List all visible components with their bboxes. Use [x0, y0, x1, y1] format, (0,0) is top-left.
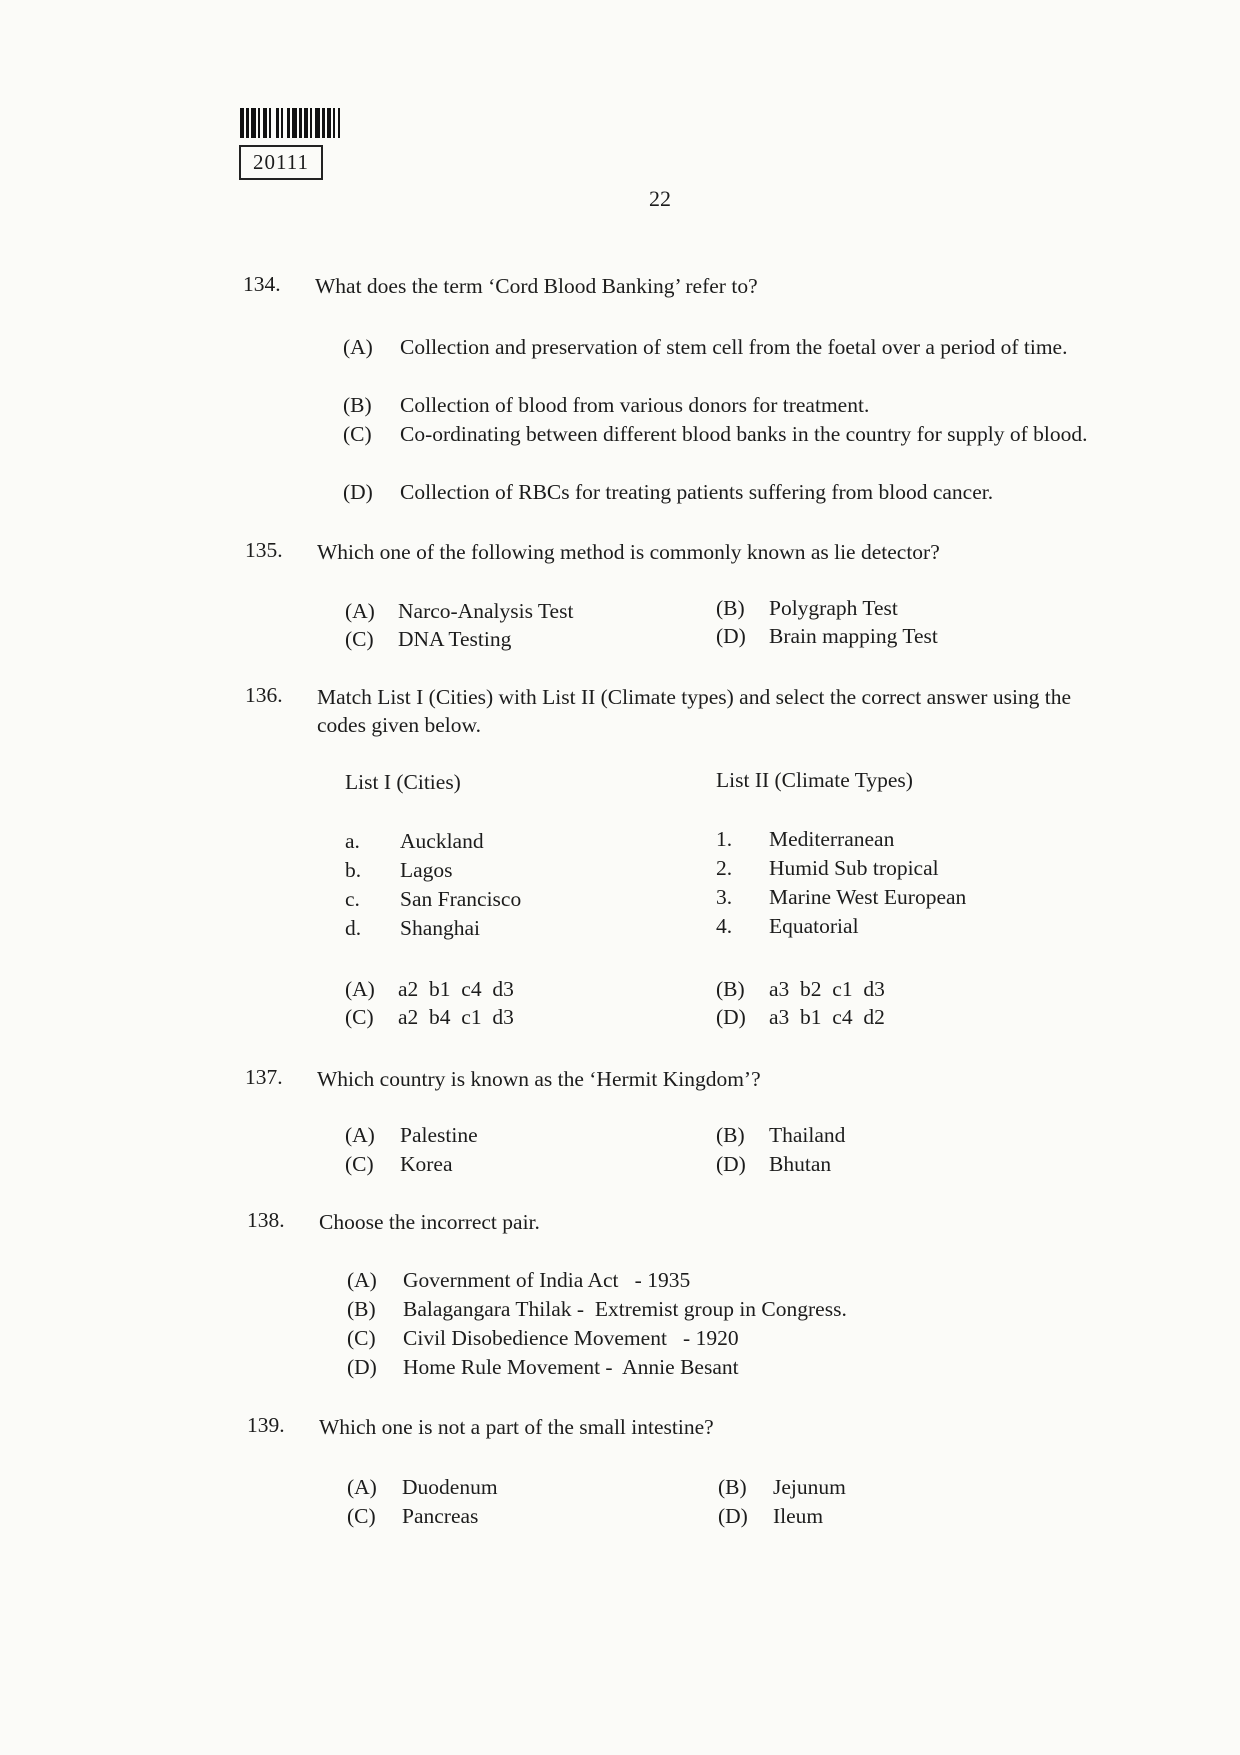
barcode	[240, 108, 395, 138]
option-text: Brain mapping Test	[769, 624, 938, 648]
list-value: Mediterranean	[769, 827, 895, 851]
list-key: c.	[345, 887, 360, 911]
option-label: (A)	[343, 335, 373, 359]
option-text: Korea	[400, 1152, 453, 1176]
list1-heading: List I (Cities)	[345, 770, 461, 794]
option-text: Jejunum	[773, 1475, 846, 1499]
list-key: b.	[345, 858, 362, 882]
option-text: Ileum	[773, 1504, 824, 1528]
option-label: (C)	[345, 1005, 374, 1029]
option-label: (D)	[718, 1504, 748, 1528]
option-text: Civil Disobedience Movement - 1920	[403, 1326, 739, 1350]
list-value: Shanghai	[400, 916, 481, 940]
question-text: Match List I (Cities) with List II (Climate types) and select the correct answer using the codes given below.	[317, 685, 1072, 737]
option-label: (C)	[345, 1152, 374, 1176]
list-key: 1.	[716, 827, 733, 851]
barcode-bar	[340, 108, 344, 138]
option-label: (C)	[347, 1326, 376, 1350]
option-text: Thailand	[769, 1123, 846, 1147]
option-text: DNA Testing	[398, 627, 512, 651]
question-text: Which country is known as the ‘Hermit Kingdom’?	[317, 1067, 761, 1091]
list-value: Lagos	[400, 858, 453, 882]
option-text: Narco-Analysis Test	[398, 599, 574, 623]
option-label: (C)	[343, 422, 372, 446]
option-text: a2 b1 c4 d3	[398, 977, 514, 1001]
option-label: (D)	[716, 1152, 746, 1176]
option-label: (A)	[347, 1268, 377, 1292]
option-text: Collection of blood from various donors for treatment.	[400, 393, 870, 417]
booklet-code: 20111	[239, 145, 323, 180]
option-text: Collection and preservation of stem cell from the foetal over a period of time.	[400, 335, 1068, 359]
option-label: (D)	[347, 1355, 377, 1379]
list-key: d.	[345, 916, 362, 940]
option-text: a3 b2 c1 d3	[769, 977, 885, 1001]
option-text: Co-ordinating between different blood banks in the country for supply of blood.	[400, 422, 1088, 446]
option-label: (A)	[345, 1123, 375, 1147]
question-text: Which one of the following method is commonly known as lie detector?	[317, 540, 940, 564]
option-text: a3 b1 c4 d2	[769, 1005, 885, 1029]
list-key: 4.	[716, 914, 733, 938]
option-text: Bhutan	[769, 1152, 832, 1176]
question-text: Choose the incorrect pair.	[319, 1210, 540, 1234]
option-text: Balagangara Thilak - Extremist group in Congress.	[403, 1297, 847, 1321]
option-label: (D)	[343, 480, 373, 504]
list-value: San Francisco	[400, 887, 522, 911]
question-number: 134.	[243, 272, 281, 296]
option-label: (B)	[347, 1297, 376, 1321]
question-text: Which one is not a part of the small intestine?	[319, 1415, 714, 1439]
option-label: (B)	[716, 977, 745, 1001]
option-label: (D)	[716, 1005, 746, 1029]
list-key: a.	[345, 829, 360, 853]
question-number: 138.	[247, 1208, 285, 1232]
option-label: (A)	[345, 977, 375, 1001]
question-text: What does the term ‘Cord Blood Banking’ refer to?	[315, 274, 758, 298]
option-label: (D)	[716, 624, 746, 648]
option-text: Home Rule Movement - Annie Besant	[403, 1355, 739, 1379]
option-label: (B)	[716, 596, 745, 620]
list-key: 3.	[716, 885, 733, 909]
option-label: (B)	[718, 1475, 747, 1499]
option-label: (A)	[345, 599, 375, 623]
list-value: Equatorial	[769, 914, 859, 938]
page-number: 22	[649, 186, 671, 211]
list-value: Auckland	[400, 829, 484, 853]
option-label: (B)	[343, 393, 372, 417]
list-key: 2.	[716, 856, 733, 880]
option-text: a2 b4 c1 d3	[398, 1005, 514, 1029]
question-number: 137.	[245, 1065, 283, 1089]
question-number: 139.	[247, 1413, 285, 1437]
option-text: Pancreas	[402, 1504, 479, 1528]
option-text: Duodenum	[402, 1475, 498, 1499]
option-text: Palestine	[400, 1123, 478, 1147]
option-label: (B)	[716, 1123, 745, 1147]
option-label: (C)	[345, 627, 374, 651]
option-label: (C)	[347, 1504, 376, 1528]
list-value: Marine West European	[769, 885, 967, 909]
list-value: Humid Sub tropical	[769, 856, 939, 880]
question-number: 136.	[245, 683, 283, 707]
option-text: Government of India Act - 1935	[403, 1268, 691, 1292]
option-text: Polygraph Test	[769, 596, 898, 620]
question-number: 135.	[245, 538, 283, 562]
list2-heading: List II (Climate Types)	[716, 768, 913, 792]
option-text: Collection of RBCs for treating patients suffering from blood cancer.	[400, 480, 994, 504]
option-label: (A)	[347, 1475, 377, 1499]
